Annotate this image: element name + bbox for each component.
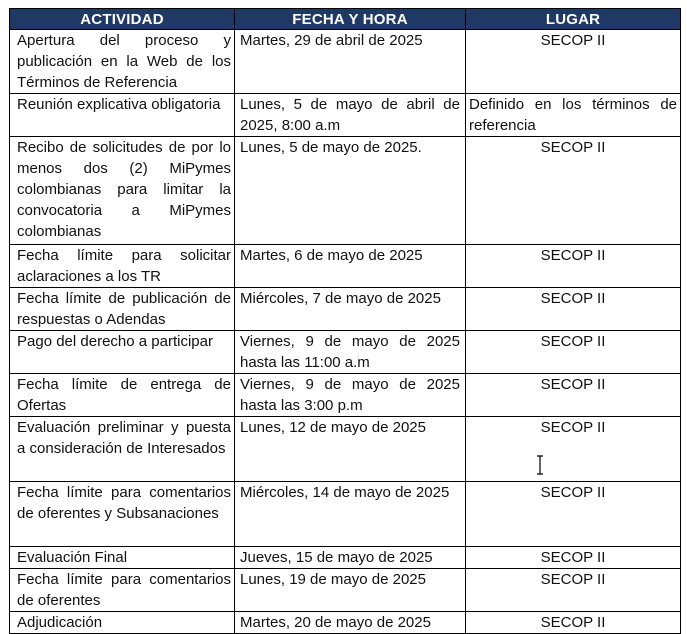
datetime-cell: Lunes, 5 de mayo de abril de 2025, 8:00 a.m bbox=[235, 94, 466, 137]
place-cell: SECOP II bbox=[466, 547, 681, 569]
table-row bbox=[10, 94, 681, 137]
place-cell: SECOP II bbox=[466, 612, 681, 634]
place-cell: SECOP II bbox=[466, 30, 681, 94]
activity-cell: Fecha límite de publicación de respuestas o Adendas bbox=[10, 288, 235, 331]
datetime-cell: Miércoles, 7 de mayo de 2025 bbox=[235, 288, 466, 331]
table-row bbox=[10, 417, 681, 482]
place-cell: SECOP II bbox=[466, 331, 681, 374]
activity-cell: Fecha límite para comentarios de oferentes y Subsanaciones bbox=[10, 482, 235, 547]
place-cell: SECOP II bbox=[466, 417, 681, 482]
table-row bbox=[10, 547, 681, 569]
activity-cell: Pago del derecho a participar bbox=[10, 331, 235, 374]
datetime-cell: Jueves, 15 de mayo de 2025 bbox=[235, 547, 466, 569]
datetime-cell: Viernes, 9 de mayo de 2025 hasta las 3:00 p.m bbox=[235, 374, 466, 417]
place-cell: SECOP II bbox=[466, 482, 681, 547]
activity-cell: Adjudicación bbox=[10, 612, 235, 634]
table-row bbox=[10, 612, 681, 634]
datetime-cell: Martes, 6 de mayo de 2025 bbox=[235, 245, 466, 288]
text-cursor-icon bbox=[535, 455, 545, 475]
place-cell: Definido en los términos de referencia bbox=[466, 94, 681, 137]
table-header-row bbox=[10, 9, 681, 30]
header-activity: ACTIVIDAD bbox=[10, 9, 235, 30]
datetime-cell: Lunes, 5 de mayo de 2025. bbox=[235, 137, 466, 245]
place-cell: SECOP II bbox=[466, 374, 681, 417]
datetime-cell: Viernes, 9 de mayo de 2025 hasta las 11:00 a.m bbox=[235, 331, 466, 374]
place-cell: SECOP II bbox=[466, 288, 681, 331]
schedule-table bbox=[9, 8, 681, 634]
activity-cell: Evaluación Final bbox=[10, 547, 235, 569]
header-datetime: FECHA Y HORA bbox=[235, 9, 466, 30]
table-row bbox=[10, 30, 681, 94]
datetime-cell: Martes, 29 de abril de 2025 bbox=[235, 30, 466, 94]
activity-cell: Fecha límite para solicitar aclaraciones a los TR bbox=[10, 245, 235, 288]
place-cell: SECOP II bbox=[466, 569, 681, 612]
table-row bbox=[10, 374, 681, 417]
activity-cell: Fecha límite para comentarios de oferentes bbox=[10, 569, 235, 612]
activity-cell: Evaluación preliminar y puesta a consideración de Interesados bbox=[10, 417, 235, 482]
table-row bbox=[10, 137, 681, 245]
table-row bbox=[10, 569, 681, 612]
place-cell: SECOP II bbox=[466, 245, 681, 288]
header-place: LUGAR bbox=[466, 9, 681, 30]
datetime-cell: Lunes, 19 de mayo de 2025 bbox=[235, 569, 466, 612]
table-row bbox=[10, 245, 681, 288]
datetime-cell: Martes, 20 de mayo de 2025 bbox=[235, 612, 466, 634]
datetime-cell: Miércoles, 14 de mayo de 2025 bbox=[235, 482, 466, 547]
datetime-cell: Lunes, 12 de mayo de 2025 bbox=[235, 417, 466, 482]
activity-cell: Reunión explicativa obligatoria bbox=[10, 94, 235, 137]
table-row bbox=[10, 482, 681, 547]
table-row bbox=[10, 288, 681, 331]
activity-cell: Recibo de solicitudes de por lo menos dos (2) MiPymes colombianas para limitar la convocatoria a MiPymes colombianas bbox=[10, 137, 235, 245]
activity-cell: Fecha límite de entrega de Ofertas bbox=[10, 374, 235, 417]
activity-cell: Apertura del proceso y publicación en la Web de los Términos de Referencia bbox=[10, 30, 235, 94]
table-row bbox=[10, 331, 681, 374]
place-cell: SECOP II bbox=[466, 137, 681, 245]
